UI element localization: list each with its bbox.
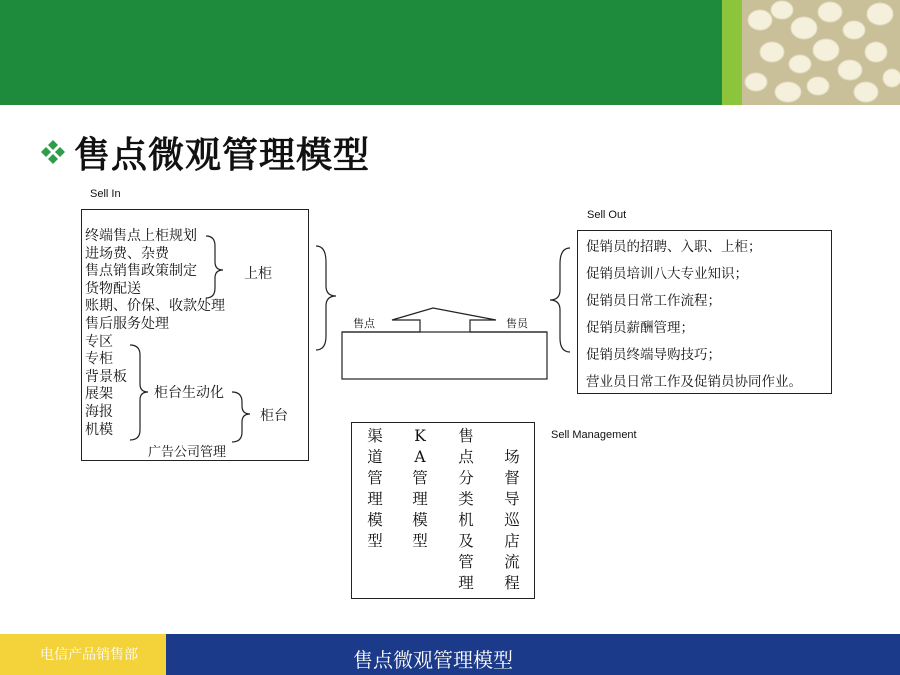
mgmt-column-supervision [502, 447, 522, 594]
sell-in-item: 专区 [85, 333, 113, 350]
mgmt-char: 类 [458, 490, 474, 508]
mgmt-char: 型 [367, 532, 383, 550]
sell-out-list [586, 234, 802, 396]
mgmt-char: 道 [367, 448, 383, 466]
sell-out-item: 促销员培训八大专业知识； [586, 266, 748, 282]
mgmt-char: 理 [412, 490, 428, 508]
mgmt-char: 分 [458, 469, 474, 487]
mgmt-column-outlet [456, 426, 476, 594]
sell-out-label: Sell Out [587, 209, 627, 221]
title-row [38, 122, 370, 182]
center-left-label: 售点 [353, 317, 375, 330]
mgmt-char: 流 [504, 553, 520, 571]
mgmt-char: 渠 [367, 427, 383, 445]
sell-in-item: 展架 [85, 386, 113, 403]
mgmt-char: 点 [458, 448, 474, 466]
header-accent-stripe [722, 0, 742, 105]
mgmt-char: 模 [412, 511, 428, 529]
mgmt-char: A [414, 448, 426, 466]
mgmt-column-channel [365, 426, 385, 552]
footer-department: 电信产品销售部 [40, 647, 138, 663]
mgmt-char: 店 [504, 532, 520, 550]
sell-in-item: 进场费、杂费 [85, 245, 169, 262]
sell-out-item: 营业员日常工作及促销员协同作业。 [586, 374, 802, 390]
sell-in-item: 专柜 [85, 351, 113, 368]
mgmt-char: 导 [504, 490, 520, 508]
mgmt-char: K [414, 427, 426, 445]
mgmt-char: 巡 [504, 511, 520, 529]
sell-out-item: 促销员薪酬管理； [586, 320, 694, 336]
mgmt-column-ka [410, 426, 430, 552]
sell-in-group1-list [85, 228, 225, 439]
sell-in-item: 机模 [85, 421, 113, 438]
brace-sell-in-right [316, 246, 336, 350]
center-right-label: 售员 [506, 317, 528, 330]
brace-sell-out-left [550, 248, 570, 352]
mgmt-char: 模 [367, 511, 383, 529]
center-box [342, 332, 547, 379]
group1-label: 上柜 [244, 266, 272, 282]
diamond-bullet-icon [38, 137, 68, 167]
mgmt-char: 售 [458, 427, 474, 445]
header-photo-image [742, 0, 900, 105]
page-title: 售点微观管理模型 [74, 134, 371, 176]
sell-in-item: 售后服务处理 [85, 315, 169, 332]
group3-label: 柜台 [260, 408, 288, 424]
mgmt-char: 场 [504, 448, 520, 466]
ad-label: 广告公司管理 [148, 445, 227, 460]
mgmt-char: 理 [458, 574, 474, 592]
mgmt-char: 机 [458, 511, 474, 529]
mgmt-char: 程 [504, 574, 520, 592]
sell-out-item: 促销员的招聘、入职、上柜； [586, 239, 762, 255]
mgmt-char: 理 [367, 490, 383, 508]
mgmt-char: 督 [504, 469, 520, 487]
mgmt-char: 型 [412, 532, 428, 550]
sell-in-item: 售点销售政策制定 [85, 263, 197, 280]
sell-in-item: 海报 [85, 403, 113, 420]
mgmt-char: 管 [412, 469, 428, 487]
sell-out-item: 促销员终端导购技巧； [586, 347, 721, 363]
group2-label: 柜台生动化 [154, 385, 224, 401]
center-roof [342, 308, 547, 332]
mgmt-char: 及 [458, 532, 474, 550]
sell-management-label: Sell Management [551, 429, 637, 441]
sell-in-label: Sell In [90, 188, 121, 200]
footer-title: 售点微观管理模型 [353, 648, 513, 672]
sell-in-item: 终端售点上柜规划 [85, 228, 197, 244]
sell-in-item: 账期、价保、收款处理 [85, 298, 225, 315]
mgmt-char: 管 [458, 553, 474, 571]
mgmt-char: 管 [367, 469, 383, 487]
sell-in-item: 货物配送 [85, 280, 141, 297]
sell-out-item: 促销员日常工作流程； [586, 293, 721, 309]
sell-in-item: 背景板 [85, 368, 127, 385]
